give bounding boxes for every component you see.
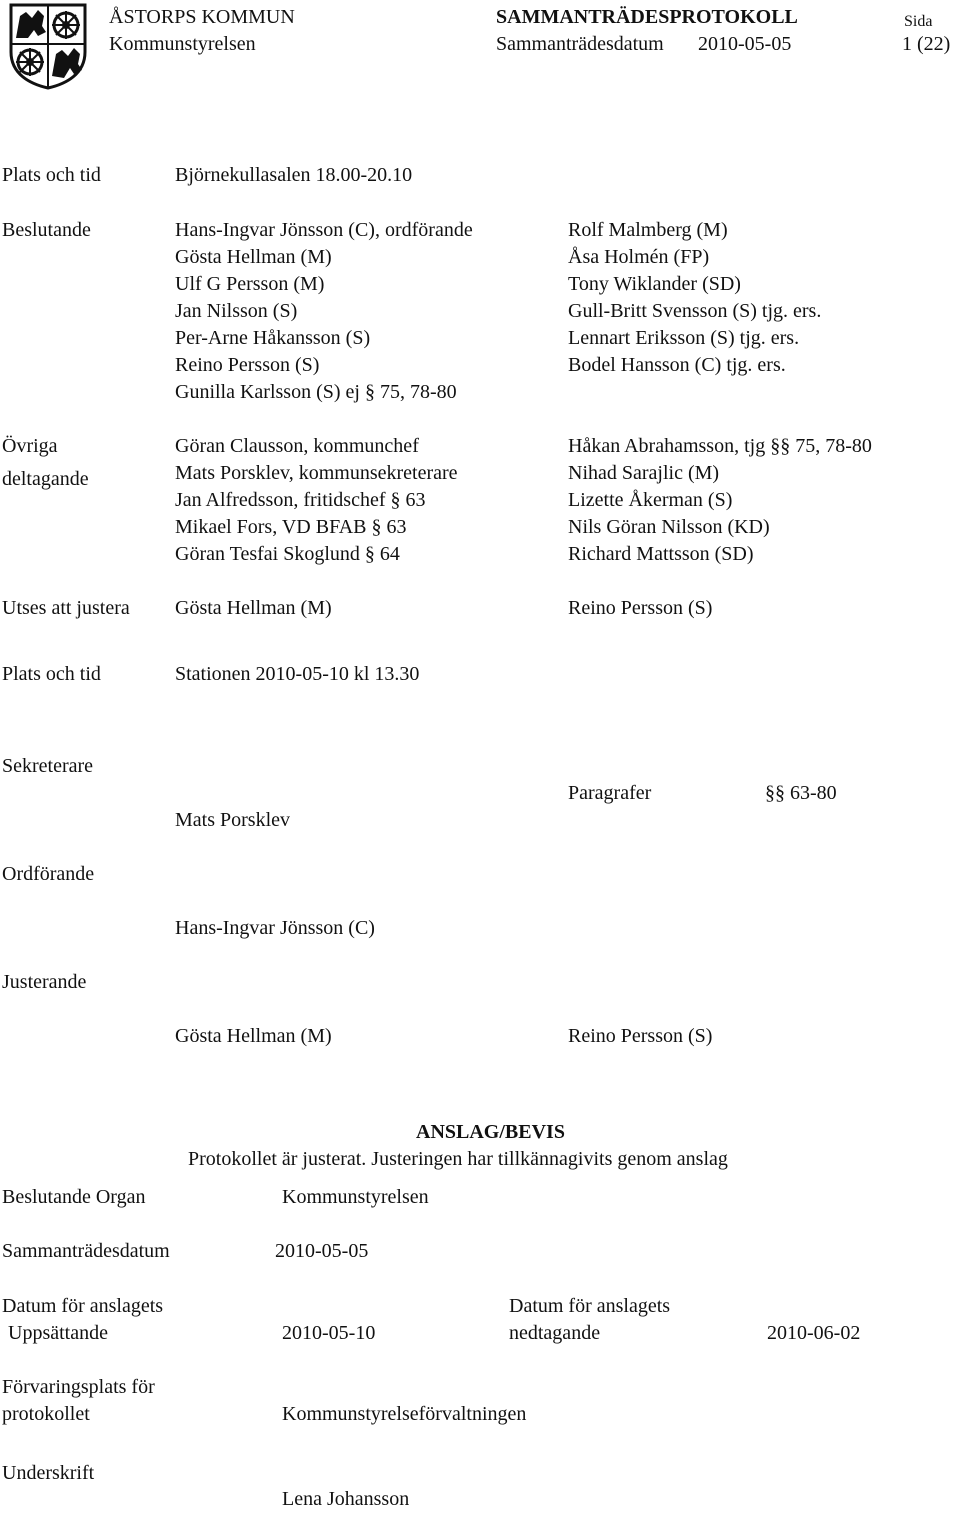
list-item: Göran Clausson, kommunchef	[175, 435, 419, 457]
list-item: Göran Tesfai Skoglund § 64	[175, 543, 400, 565]
list-item: Hans-Ingvar Jönsson (C), ordförande	[175, 219, 473, 241]
list-item: Rolf Malmberg (M)	[568, 219, 728, 241]
uppsattande-label-line1: Datum för anslagets	[2, 1295, 164, 1317]
list-item: Lennart Eriksson (S) tjg. ers.	[568, 327, 800, 349]
anslag-datum-label: Sammanträdesdatum	[2, 1240, 170, 1262]
list-item: Tony Wiklander (SD)	[568, 273, 741, 295]
justera-left-name: Gösta Hellman (M)	[175, 597, 332, 619]
list-item: Bodel Hansson (C) tjg. ers.	[568, 354, 786, 376]
board-name: Kommunstyrelsen	[109, 33, 256, 55]
municipality-name: ÅSTORPS KOMMUN	[109, 6, 295, 28]
justering-place-label: Plats och tid	[2, 663, 101, 685]
ordforande-name: Hans-Ingvar Jönsson (C)	[175, 917, 375, 939]
list-item: Gunilla Karlsson (S) ej § 75, 78-80	[175, 381, 457, 403]
list-item: Mikael Fors, VD BFAB § 63	[175, 516, 407, 538]
sekreterare-label: Sekreterare	[2, 755, 94, 777]
meeting-date-label: Sammanträdesdatum	[496, 33, 664, 55]
ovriga-label-line1: Övriga	[2, 435, 58, 457]
organ-value: Kommunstyrelsen	[282, 1186, 429, 1208]
list-item: Åsa Holmén (FP)	[568, 246, 710, 268]
justerande-label: Justerande	[2, 971, 87, 993]
list-item: Richard Mattsson (SD)	[568, 543, 754, 565]
nedtagande-label-line1: Datum för anslagets	[509, 1295, 671, 1317]
justera-right-name: Reino Persson (S)	[568, 597, 713, 619]
meeting-date-value: 2010-05-05	[698, 33, 792, 55]
paragrafer-value: §§ 63-80	[765, 782, 837, 804]
anslag-subtitle: Protokollet är justerat. Justeringen har tillkännagivits genom anslag	[188, 1148, 728, 1170]
justerande-right-name: Reino Persson (S)	[568, 1025, 713, 1047]
ovriga-left-list	[175, 433, 458, 568]
nedtagande-value: 2010-06-02	[767, 1322, 861, 1344]
ovriga-right-list	[568, 433, 872, 568]
list-item: Ulf G Persson (M)	[175, 273, 325, 295]
list-item: Lizette Åkerman (S)	[568, 489, 733, 511]
forvaring-label-line2: protokollet	[2, 1403, 90, 1425]
page-number: 1 (22)	[902, 33, 951, 55]
ordforande-label: Ordförande	[2, 863, 95, 885]
anslag-datum-value: 2010-05-05	[275, 1240, 369, 1262]
uppsattande-label-line2: Uppsättande	[8, 1322, 108, 1344]
place-value: Björnekullasalen 18.00-20.10	[175, 164, 413, 186]
nedtagande-label-line2: nedtagande	[509, 1322, 601, 1344]
justerande-left-name: Gösta Hellman (M)	[175, 1025, 332, 1047]
list-item: Gull-Britt Svensson (S) tjg. ers.	[568, 300, 822, 322]
list-item: Gösta Hellman (M)	[175, 246, 332, 268]
ovriga-label-line2: deltagande	[2, 468, 89, 490]
list-item: Reino Persson (S)	[175, 354, 320, 376]
underskrift-label: Underskrift	[2, 1462, 95, 1484]
place-label: Plats och tid	[2, 164, 101, 186]
list-item: Håkan Abrahamsson, tjg §§ 75, 78-80	[568, 435, 872, 457]
page-label: Sida	[904, 13, 933, 30]
list-item: Nils Göran Nilsson (KD)	[568, 516, 770, 538]
organ-label: Beslutande Organ	[2, 1186, 146, 1208]
sekreterare-name: Mats Porsklev	[175, 809, 290, 831]
underskrift-name: Lena Johansson	[282, 1488, 410, 1510]
justera-label: Utses att justera	[2, 597, 130, 619]
beslutande-right-list	[568, 217, 821, 379]
forvaring-value: Kommunstyrelseförvaltningen	[282, 1403, 527, 1425]
forvaring-label-line1: Förvaringsplats för	[2, 1376, 155, 1398]
beslutande-label: Beslutande	[2, 219, 91, 241]
anslag-title: ANSLAG/BEVIS	[416, 1121, 565, 1143]
list-item: Per-Arne Håkansson (S)	[175, 327, 371, 349]
document-type: SAMMANTRÄDESPROTOKOLL	[496, 6, 798, 28]
list-item: Jan Alfredsson, fritidschef § 63	[175, 489, 426, 511]
paragrafer-label: Paragrafer	[568, 782, 652, 804]
justering-place-value: Stationen 2010-05-10 kl 13.30	[175, 663, 420, 685]
beslutande-left-list	[175, 217, 473, 406]
list-item: Jan Nilsson (S)	[175, 300, 298, 322]
list-item: Mats Porsklev, kommunsekreterare	[175, 462, 458, 484]
uppsattande-value: 2010-05-10	[282, 1322, 376, 1344]
municipality-coat-of-arms-logo	[8, 2, 88, 90]
list-item: Nihad Sarajlic (M)	[568, 462, 720, 484]
